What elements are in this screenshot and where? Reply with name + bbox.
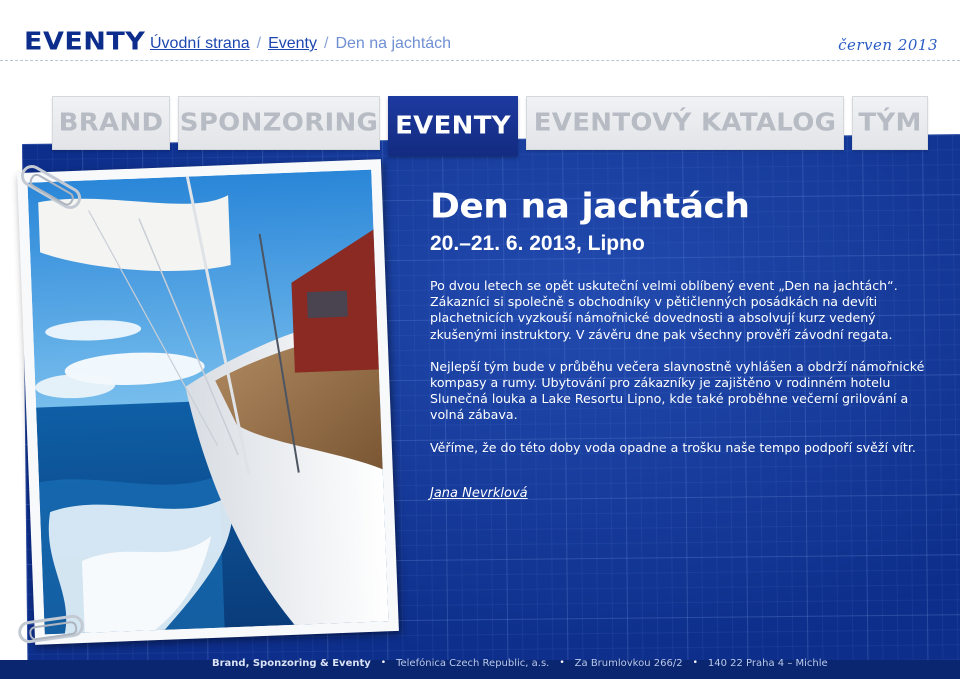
tab-sponzoring[interactable]: SPONZORING (178, 96, 380, 150)
article-author-link[interactable]: Jana Nevrklová (430, 485, 528, 501)
breadcrumb-home-link[interactable]: Úvodní strana (150, 35, 250, 52)
page-footer (212, 656, 828, 670)
bullet-icon: • (559, 658, 565, 668)
breadcrumb-current: Den na jachtách (335, 35, 452, 52)
article (430, 186, 930, 502)
article-date-location: 20.–21. 6. 2013, Lipno (430, 232, 645, 255)
header-divider (0, 60, 960, 61)
yacht-photo-image (27, 170, 388, 635)
article-title: Den na jachtách (430, 187, 750, 226)
section-logo: EVENTY (24, 27, 146, 56)
breadcrumb-separator: / (323, 35, 329, 52)
footer-city: 140 22 Praha 4 – Michle (707, 657, 828, 669)
bullet-icon: • (692, 658, 698, 668)
page-header (0, 0, 960, 72)
tab-tym[interactable]: TÝM (852, 96, 928, 150)
yacht-photo (17, 159, 399, 645)
breadcrumb-separator: / (256, 35, 262, 52)
tab-eventy[interactable]: EVENTY (388, 96, 518, 156)
tab-eventovy-katalog[interactable]: EVENTOVÝ KATALOG (526, 96, 844, 150)
footer-department: Brand, Sponzoring & Eventy (212, 657, 371, 669)
breadcrumb-eventy-link[interactable]: Eventy (268, 35, 317, 52)
article-paragraph: Po dvou letech se opět uskuteční velmi oblíbený event „Den na jachtách“. Zákazníci si společně s obchodníky v pětičlenných posádkách na devíti plachetnicích vyzkouší námořnické dovednosti a absolvují kurz vedený zkušenými instruktory. V závěru dne pak všechny prověří závodní regata. (430, 278, 898, 342)
article-paragraph: Věříme, že do této doby voda opadne a trošku naše tempo podpoří svěží vítr. (430, 439, 916, 455)
bullet-icon: • (380, 658, 387, 668)
footer-street: Za Brumlovkou 266/2 (574, 657, 683, 669)
article-paragraph: Nejlepší tým bude v průběhu večera slavnostně vyhlášen a obdrží námořnické kompasy a rumy. Ubytování pro zákazníky je zajištěno v rodinném hotelu Slunečná louka a Lake Resortu Lipno, kde také proběhne večerní grilování a volná zábava. (430, 358, 925, 423)
footer-company: Telefónica Czech Republic, a.s. (396, 657, 550, 669)
breadcrumb (150, 35, 451, 53)
tab-brand[interactable]: BRAND (52, 96, 170, 150)
issue-date: červen 2013 (838, 36, 938, 54)
